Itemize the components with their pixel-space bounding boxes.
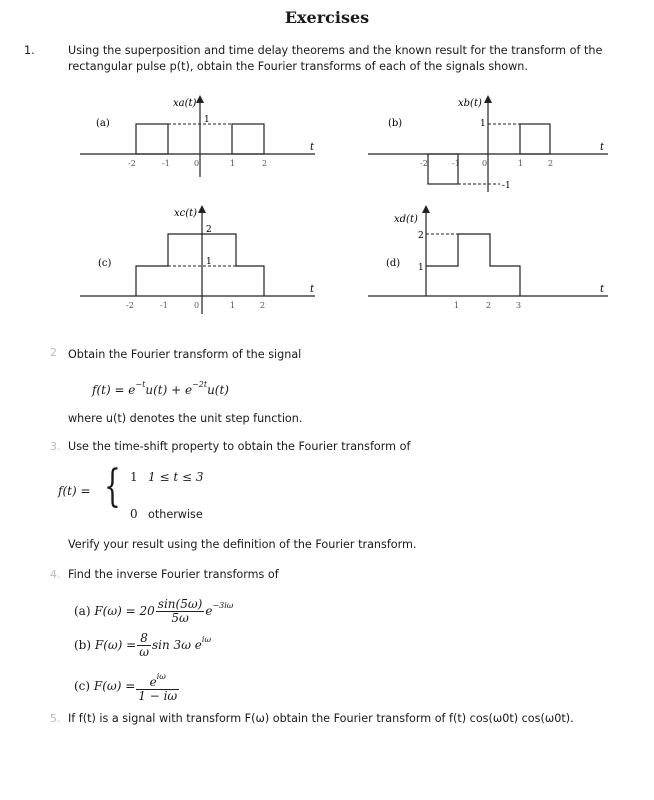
q4-b-lhs: F(ω) = [94,638,137,652]
q2-where: where u(t) denotes the unit step function. [68,412,303,425]
q5-number: 5. [50,712,61,725]
q4-a-exp: −3iω [212,601,234,610]
q1-line2: rectangular pulse p(t), obtain the Fourier transforms of each of the signals shown. [68,60,528,73]
q4-a-lhs: F(ω) = 20 [94,604,155,618]
plot-b-tick-2: 2 [548,159,554,168]
plot-b-tick-m1: -1 [452,159,460,168]
q4-a-label: (a) [74,604,91,618]
plot-d [360,198,630,318]
plot-c-ylabel: xc(t) [174,208,198,219]
page-title: Exercises [284,8,370,27]
plot-c-label: (c) [98,258,112,269]
plot-c-tick-m1: -1 [160,301,168,310]
q4-b-den: ω [139,645,150,659]
q4-b-exp: iω [201,635,211,644]
q3-case2-cond: otherwise [148,508,203,521]
q3-case2-val: 0 [130,507,138,521]
q1-number: 1. [24,44,35,57]
q4-item-a [74,598,233,625]
plot-a-tick-m1: -1 [162,159,170,168]
plot-d-tick-2: 2 [486,301,492,310]
plot-b-level-m1: -1 [502,181,511,191]
q4-a-fraction [156,598,205,625]
plot-a-tlabel: t [310,142,315,153]
plot-b-ylabel: xb(t) [458,98,482,109]
q3-case1-cond: 1 ≤ t ≤ 3 [148,470,204,484]
plot-c-tick-1: 1 [230,301,236,310]
q4-b-fraction [137,632,151,659]
q3-brace: { [104,461,121,512]
q4-text: Find the inverse Fourier transforms of [68,568,279,581]
q4-a-num: sin(5ω) [157,597,203,611]
plot-a-tick-1: 1 [230,159,236,168]
plot-d-ylabel: xd(t) [394,214,418,225]
plot-d-level-1: 1 [418,263,424,273]
q4-a-den: 5ω [171,611,189,625]
plot-d-tick-3: 3 [516,301,522,310]
q2-eq-end: u(t) [207,383,229,397]
plot-b-level-1: 1 [480,119,486,129]
plot-a-tick-0: 0 [194,159,200,168]
plot-a-tick-m2: -2 [128,159,136,168]
q3-number: 3. [50,440,61,453]
q3-case1-val: 1 [130,470,138,484]
q4-c-fraction [136,670,179,703]
q2-exp2: −2t [192,380,208,389]
plot-a-ylabel: xa(t) [173,98,197,109]
q2-eq-mid: u(t) + e [145,383,193,397]
q4-c-num: e [149,675,157,689]
q4-b-label: (b) [74,638,92,652]
q4-a-exp-base: e [205,604,213,618]
plot-b [360,92,630,202]
q4-item-c [74,670,180,703]
q4-c-lhs: F(ω) = [93,679,136,693]
q2-number: 2 [50,346,57,359]
plot-c-level-1: 1 [206,257,212,267]
plot-c-tick-2: 2 [260,301,266,310]
plot-c-tick-0: 0 [194,301,200,310]
q4-item-b [74,632,211,659]
plot-b-label: (b) [388,118,403,129]
q3-verify: Verify your result using the definition of the Fourier transform. [68,538,417,551]
q2-exp1: −t [135,380,146,389]
q2-text: Obtain the Fourier transform of the signal [68,348,302,361]
plot-d-tlabel: t [600,284,605,295]
q4-c-den: 1 − iω [138,689,178,703]
plot-d-tick-1: 1 [454,301,460,310]
q5-text: If f(t) is a signal with transform F(ω) obtain the Fourier transform of f(t) cos(ω0t) cos(ω0t). [68,712,574,725]
plot-b-tick-0: 0 [482,159,488,168]
q3-lhs: f(t) = [58,484,91,498]
plot-a-tick-2: 2 [262,159,268,168]
q4-number: 4. [50,568,61,581]
q1-line1: Using the superposition and time delay theorems and the known result for the transform of the [68,44,603,57]
q4-c-num-exp: iω [156,672,166,681]
plot-a-level-1: 1 [204,115,210,125]
q2-eq-lhs: f(t) = e [92,383,136,397]
plot-c-tick-m2: -2 [126,301,134,310]
plot-d-label: (d) [386,258,401,269]
plot-a [70,92,340,182]
plot-b-tick-m2: -2 [420,159,428,168]
plot-d-level-2: 2 [418,231,424,241]
plot-c-level-2: 2 [206,225,212,235]
q4-c-num-wrap [136,670,179,690]
q2-equation [92,380,229,397]
q4-b-rest: sin 3ω e [152,638,202,652]
plot-b-tick-1: 1 [518,159,524,168]
plot-a-label: (a) [96,118,110,129]
plot-c-tlabel: t [310,284,315,295]
q3-text: Use the time-shift property to obtain the Fourier transform of [68,440,411,453]
q4-c-label: (c) [74,679,91,693]
plot-b-tlabel: t [600,142,605,153]
q4-b-num: 8 [137,632,151,646]
plot-c [70,198,340,318]
